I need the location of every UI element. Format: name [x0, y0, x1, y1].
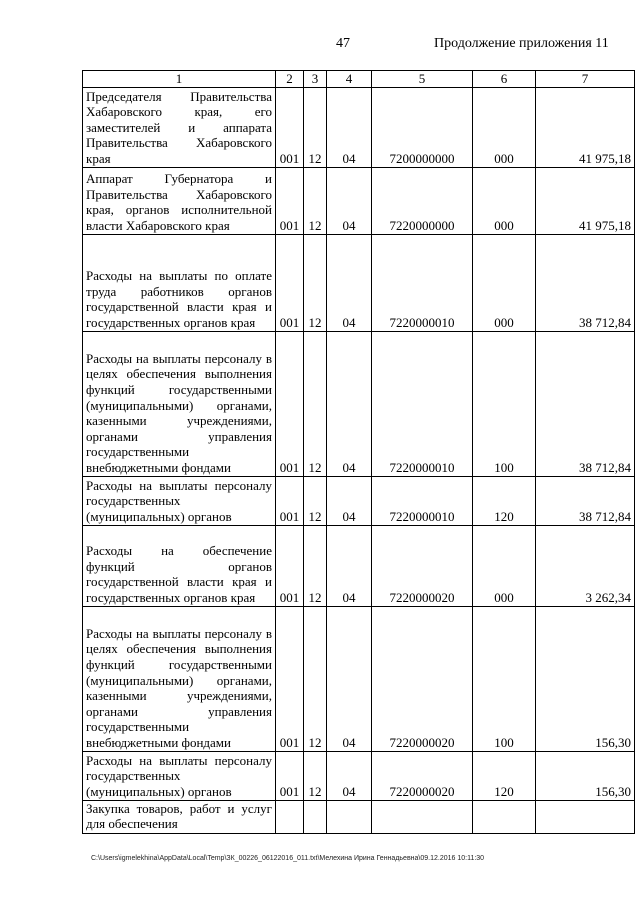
expense-name: Расходы на выплаты персоналу в целях обеспечения выполнения функций государственными (муниципальными) органами, казенными учреждениями, органами управления государственными внебюджетными фондами [83, 331, 276, 476]
ministry-code: 001 [276, 525, 304, 606]
ministry-code [276, 800, 304, 833]
subsection-code: 04 [327, 87, 372, 167]
table-row [83, 800, 635, 833]
table-row [83, 87, 635, 167]
table-row [83, 606, 635, 751]
column-header: 3 [304, 71, 327, 88]
table-row [83, 234, 635, 331]
subsection-code: 04 [327, 234, 372, 331]
expense-type-code: 100 [473, 331, 536, 476]
subsection-code: 04 [327, 167, 372, 234]
column-header: 7 [536, 71, 635, 88]
table-row [83, 331, 635, 476]
expense-type-code [473, 800, 536, 833]
table-row [83, 751, 635, 800]
section-code: 12 [304, 751, 327, 800]
section-code: 12 [304, 525, 327, 606]
page-number: 47 [336, 36, 350, 51]
table-row [83, 476, 635, 525]
target-item-code: 7220000010 [372, 234, 473, 331]
column-header: 4 [327, 71, 372, 88]
expense-name: Расходы на выплаты персоналу государственных (муниципальных) органов [83, 751, 276, 800]
expense-type-code: 120 [473, 476, 536, 525]
document-footer-path: C:\Users\igmelekhina\AppData\Local\Temp\ЗК_00226_06122016_011.txt\Мелехина Ирина Геннадьевна\09.12.2016 10:11:30 [91, 855, 485, 862]
expense-name: Председателя Правительства Хабаровского края, его заместителей и аппарата Правительства Хабаровского края [83, 87, 276, 167]
amount: 38 712,84 [536, 234, 635, 331]
amount: 41 975,18 [536, 167, 635, 234]
target-item-code: 7220000010 [372, 331, 473, 476]
column-header: 2 [276, 71, 304, 88]
section-code: 12 [304, 167, 327, 234]
expense-type-code: 000 [473, 87, 536, 167]
expense-name: Закупка товаров, работ и услуг для обеспечения [83, 800, 276, 833]
target-item-code: 7220000020 [372, 606, 473, 751]
target-item-code: 7220000000 [372, 167, 473, 234]
ministry-code: 001 [276, 606, 304, 751]
subsection-code: 04 [327, 331, 372, 476]
amount: 41 975,18 [536, 87, 635, 167]
expense-type-code: 000 [473, 167, 536, 234]
section-code [304, 800, 327, 833]
expense-type-code: 120 [473, 751, 536, 800]
ministry-code: 001 [276, 751, 304, 800]
section-code: 12 [304, 606, 327, 751]
target-item-code [372, 800, 473, 833]
section-code: 12 [304, 234, 327, 331]
section-code: 12 [304, 476, 327, 525]
target-item-code: 7220000020 [372, 751, 473, 800]
expense-name: Расходы на выплаты персоналу в целях обеспечения выполнения функций государственными (муниципальными) органами, казенными учреждениями, органами управления государственными внебюджетными фондами [83, 606, 276, 751]
section-code: 12 [304, 87, 327, 167]
ministry-code: 001 [276, 476, 304, 525]
subsection-code: 04 [327, 476, 372, 525]
column-header: 5 [372, 71, 473, 88]
subsection-code: 04 [327, 606, 372, 751]
expense-type-code: 100 [473, 606, 536, 751]
subsection-code: 04 [327, 525, 372, 606]
target-item-code: 7220000020 [372, 525, 473, 606]
ministry-code: 001 [276, 331, 304, 476]
expense-type-code: 000 [473, 234, 536, 331]
column-header: 1 [83, 71, 276, 88]
appendix-continuation-title: Продолжение приложения 11 [434, 36, 609, 51]
expense-name: Аппарат Губернатора и Правительства Хабаровского края, органов исполнительной власти Хабаровского края [83, 167, 276, 234]
section-code: 12 [304, 331, 327, 476]
subsection-code [327, 800, 372, 833]
table-row [83, 525, 635, 606]
column-header: 6 [473, 71, 536, 88]
subsection-code: 04 [327, 751, 372, 800]
budget-table [82, 70, 635, 834]
amount: 156,30 [536, 751, 635, 800]
ministry-code: 001 [276, 87, 304, 167]
amount: 38 712,84 [536, 331, 635, 476]
amount [536, 800, 635, 833]
expense-name: Расходы на выплаты по оплате труда работников органов государственной власти края и государственных органов края [83, 234, 276, 331]
expense-type-code: 000 [473, 525, 536, 606]
amount: 156,30 [536, 606, 635, 751]
target-item-code: 7200000000 [372, 87, 473, 167]
amount: 38 712,84 [536, 476, 635, 525]
ministry-code: 001 [276, 167, 304, 234]
table-header-row [83, 71, 635, 88]
expense-name: Расходы на выплаты персоналу государственных (муниципальных) органов [83, 476, 276, 525]
table-row [83, 167, 635, 234]
expense-name: Расходы на обеспечение функций органов государственной власти края и государственных органов края [83, 525, 276, 606]
target-item-code: 7220000010 [372, 476, 473, 525]
amount: 3 262,34 [536, 525, 635, 606]
ministry-code: 001 [276, 234, 304, 331]
